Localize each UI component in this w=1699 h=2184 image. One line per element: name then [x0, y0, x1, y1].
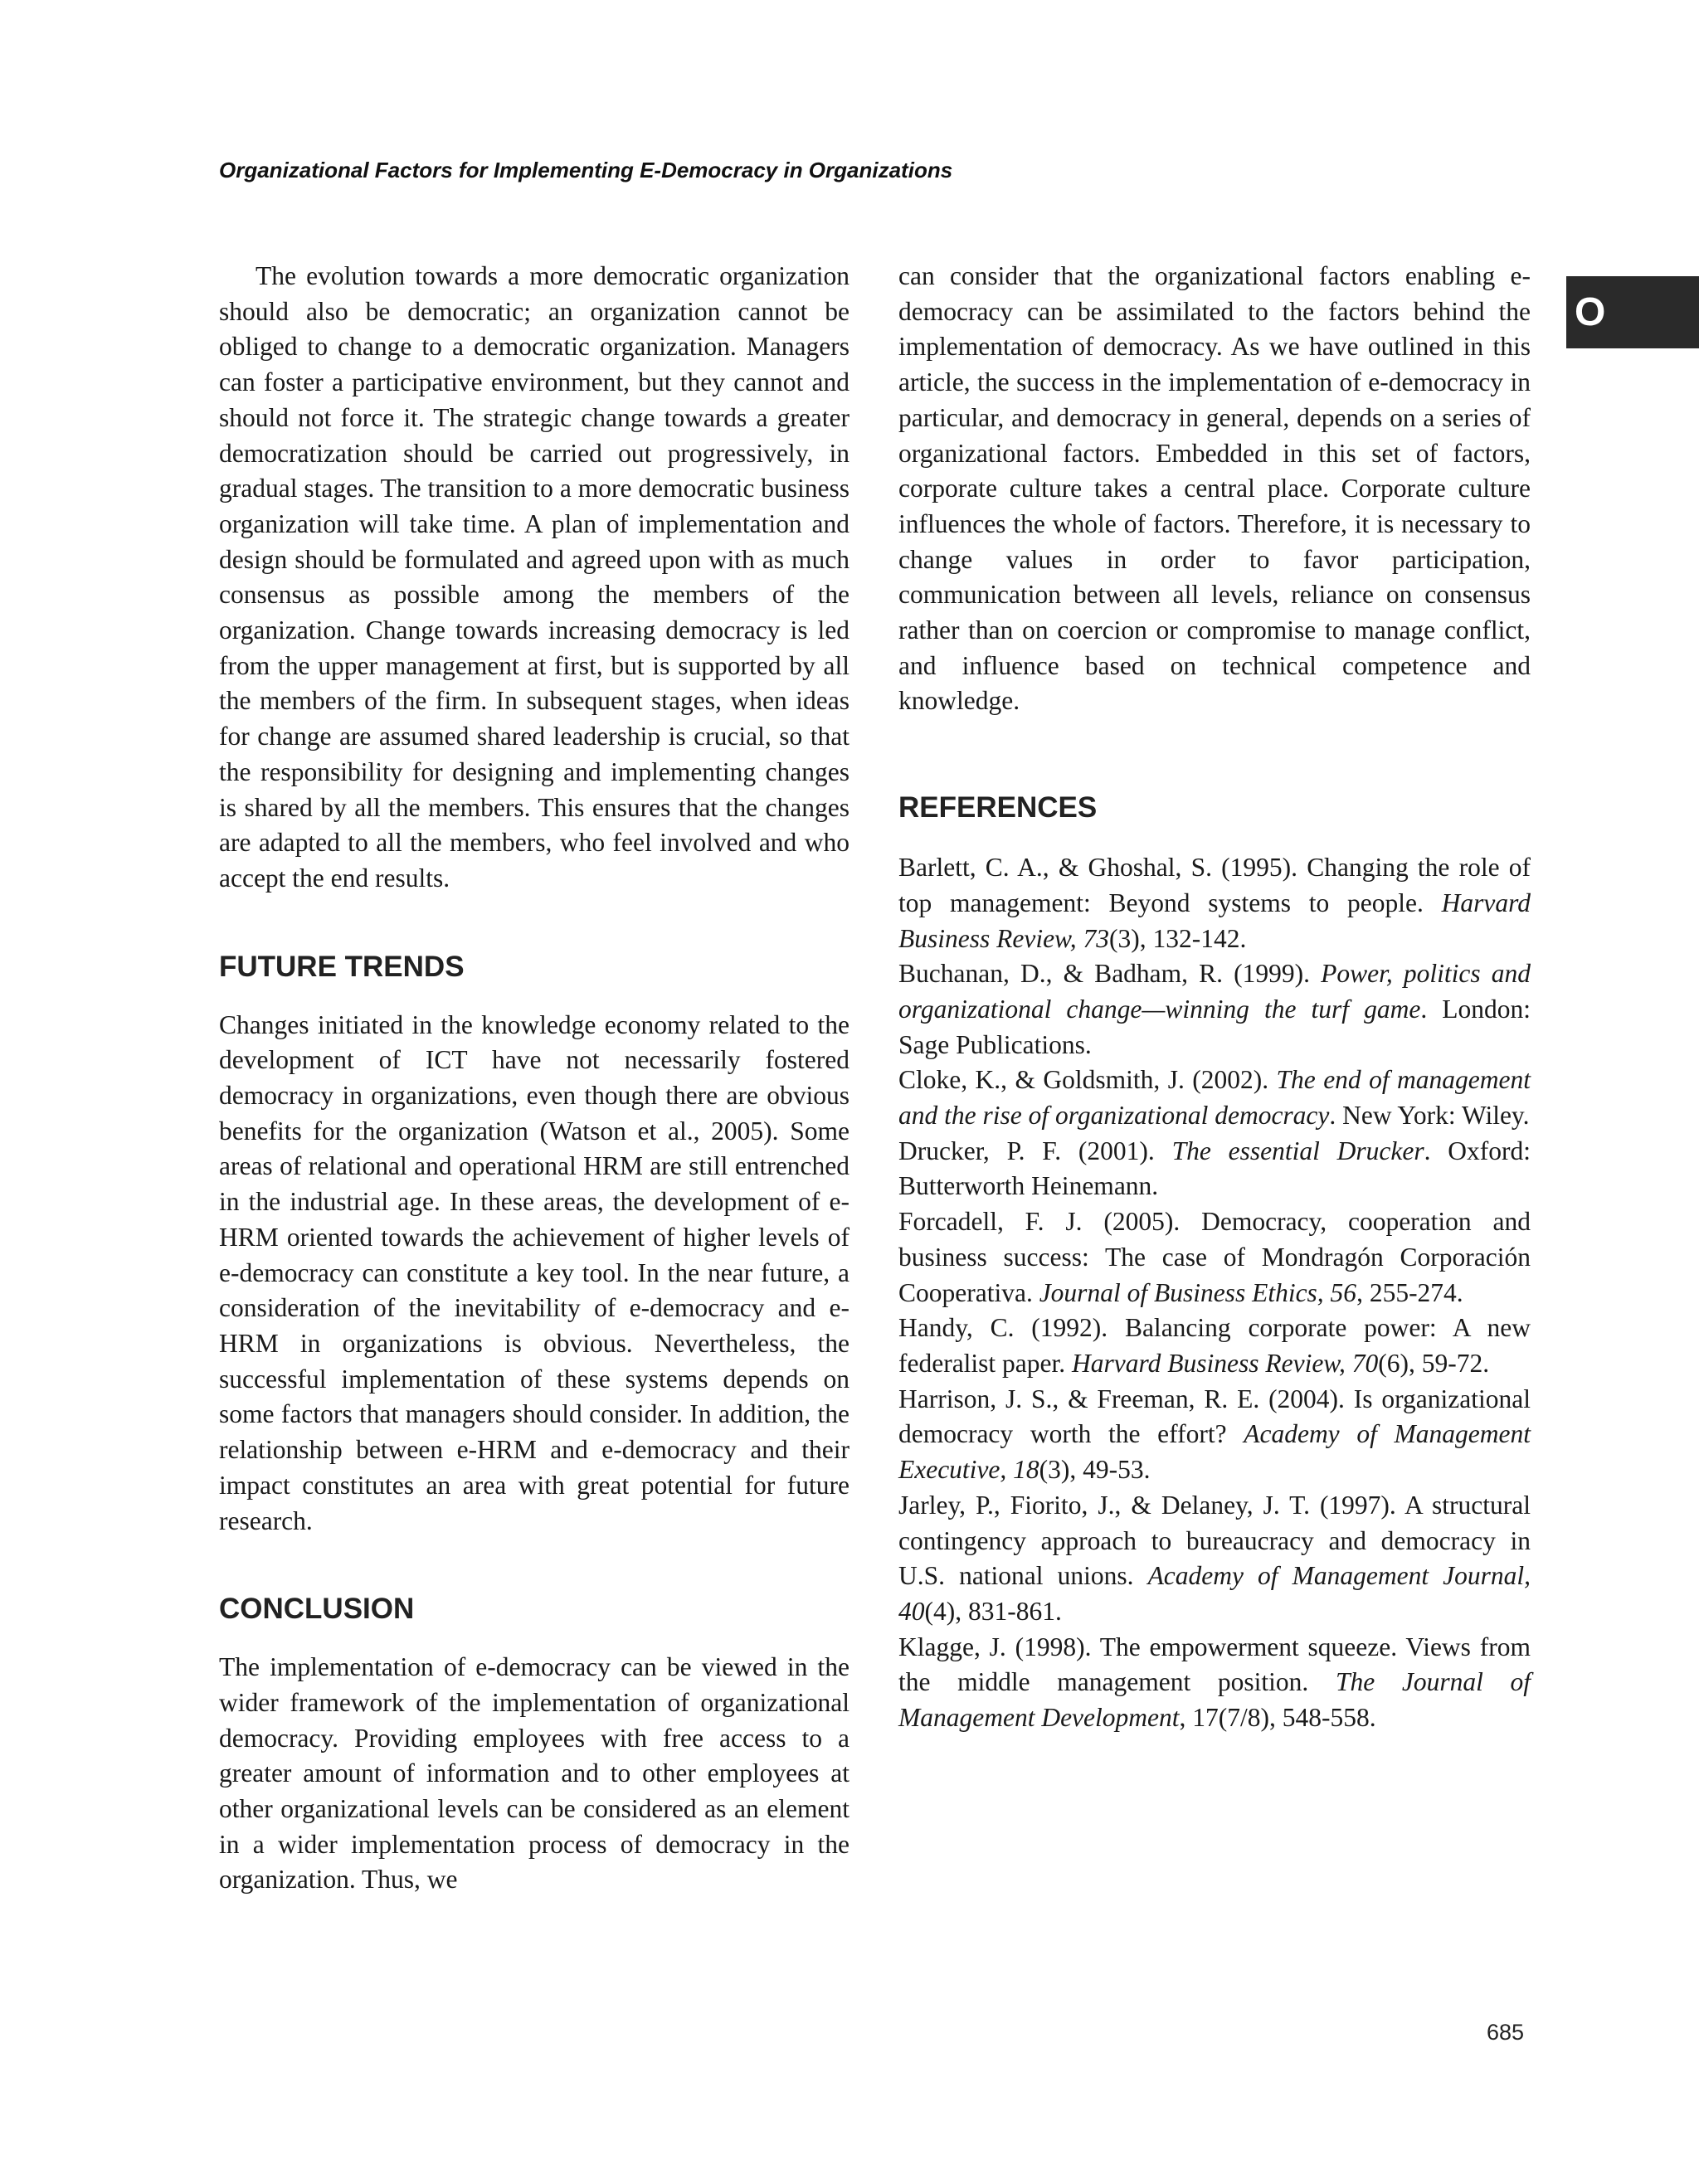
reference-text: Forcadell, F. J. (2005). Democracy, cooperation and business success: The case of Mondragón Corporación Cooperativa. — [898, 1207, 1531, 1307]
intro-paragraph: The evolution towards a more democratic organization should also be democratic; an organization cannot be obliged to change to a democratic organization. Managers can foster a participative environment, but they cannot and should not force it. The strategic change towards a greater democratization should be carried out progressively, in gradual stages. The transition to a more democratic business organization will take time. A plan of implementation and design should be formulated and agreed upon with as much consensus as possible among the members of the organization. Change towards increasing democracy is led from the upper management at first, but is supported by all the members of the firm. In subsequent stages, when ideas for change are assumed shared leadership is crucial, so that the responsibility for designing and implementing changes is shared by all the members. This ensures that the changes are adapted to all the members, who feel involved and who accept the end results. — [219, 261, 850, 893]
reference-text: Cloke, K., & Goldsmith, J. (2002). — [898, 1065, 1277, 1095]
reference-source: Harvard Business Review, 70 — [1072, 1348, 1379, 1378]
reference-entry — [898, 1382, 1531, 1488]
future-trends-paragraph: Changes initiated in the knowledge economy related to the development of ICT have not necessarily fostered democracy in organizations, even though there are obvious benefits for the organization (Watson et al., 2005). Some areas of relational and operational HRM are still entrenched in the industrial age. In these areas, the development of e-HRM oriented towards the achievement of higher levels of e-democracy can constitute a key tool. In the near future, a consideration of the inevitability of e-democracy and e-HRM in organizations is obvious. Nevertheless, the successful implementation of these systems depends on some factors that managers should consider. In addition, the relationship between e-HRM and e-democracy and their impact constitutes an area with great potential for future research. — [219, 1009, 850, 1535]
reference-source: Journal of Business Ethics, 56 — [1039, 1277, 1357, 1307]
reference-entry — [898, 1311, 1531, 1381]
left-column — [219, 259, 850, 1898]
reference-text: Klagge, J. (1998). The empowerment squeeze. Views from the middle management position. — [898, 1632, 1531, 1697]
reference-details: . Oxford: Butterworth Heinemann. — [898, 1136, 1531, 1201]
reference-text: Jarley, P., Fiorito, J., & Delaney, J. T. (1997). A structural contingency approach to bureaucracy and democracy in U.S. national unions. — [898, 1490, 1531, 1591]
reference-entry — [898, 850, 1531, 956]
reference-source: Academy of Management Executive, 18 — [898, 1419, 1531, 1485]
running-header: Organizational Factors for Implementing E-Democracy in Organizations — [219, 158, 953, 182]
reference-details: . London: Sage Publications. — [898, 994, 1531, 1059]
reference-source: The essential Drucker — [1171, 1136, 1424, 1165]
reference-list — [898, 850, 1531, 1736]
reference-text: Harrison, J. S., & Freeman, R. E. (2004). Is organizational democracy worth the effort? — [898, 1384, 1531, 1449]
reference-source: The Journal of Management Development — [898, 1667, 1531, 1733]
conclusion-heading: CONCLUSION — [219, 1593, 415, 1626]
reference-entry — [898, 956, 1531, 1063]
reference-source: Power, politics and organizational change—winning the turf game — [898, 959, 1531, 1024]
reference-text: Barlett, C. A., & Ghoshal, S. (1995). Changing the role of top management: Beyond systems to people. — [898, 853, 1531, 917]
reference-source: Harvard Business Review, 73 — [898, 888, 1531, 953]
reference-text: Buchanan, D., & Badham, R. (1999). — [898, 959, 1322, 989]
page-number: 685 — [1487, 2020, 1525, 2045]
reference-details: , 17(7/8), 548-558. — [1179, 1703, 1376, 1733]
reference-entry — [898, 1134, 1531, 1204]
reference-source: The end of management and the rise of organizational democracy — [898, 1065, 1531, 1131]
reference-details: (6), 59-72. — [1378, 1348, 1490, 1378]
reference-entry — [898, 1063, 1531, 1133]
reference-details: , 255-274. — [1356, 1277, 1463, 1307]
reference-entry — [898, 1488, 1531, 1630]
reference-details: . New York: Wiley. — [1329, 1101, 1530, 1131]
reference-text: Drucker, P. F. (2001). — [898, 1136, 1172, 1165]
reference-entry — [898, 1204, 1531, 1311]
right-column — [898, 259, 1531, 1736]
reference-source: Academy of Management Journal, 40 — [898, 1561, 1531, 1626]
continuation-paragraph: can consider that the organizational factors enabling e-democracy can be assimilated to the factors behind the implementation of democracy. As we have outlined in this article, the success in the implementation of e-democracy in particular, and democracy in general, depends on a series of organizational factors. Embedded in this set of factors, corporate culture takes a central place. Corporate culture influences the whole of factors. Therefore, it is necessary to change values in order to favor participation, communication between all levels, reliance on consensus rather than on coercion or compromise to manage conflict, and influence based on technical competence and knowledge. — [898, 261, 1531, 716]
reference-text: Handy, C. (1992). Balancing corporate power: A new federalist paper. — [898, 1313, 1531, 1378]
reference-details: (4), 831-861. — [924, 1596, 1062, 1626]
conclusion-paragraph: The implementation of e-democracy can be viewed in the wider framework of the implementation of organizational democracy. Providing employees with free access to a greater amount of information and to other employees at other organizational levels can be considered as an element in a wider implementation process of democracy in the organization. Thus, we — [219, 1652, 850, 1895]
section-letter: O — [1575, 290, 1606, 334]
reference-details: (3), 132-142. — [1108, 923, 1247, 953]
future-trends-heading: FUTURE TRENDS — [219, 950, 465, 983]
references-heading: REFERENCES — [898, 791, 1098, 824]
section-letter-tab — [1566, 276, 1699, 348]
reference-entry — [898, 1630, 1531, 1736]
reference-details: (3), 49-53. — [1039, 1455, 1151, 1485]
